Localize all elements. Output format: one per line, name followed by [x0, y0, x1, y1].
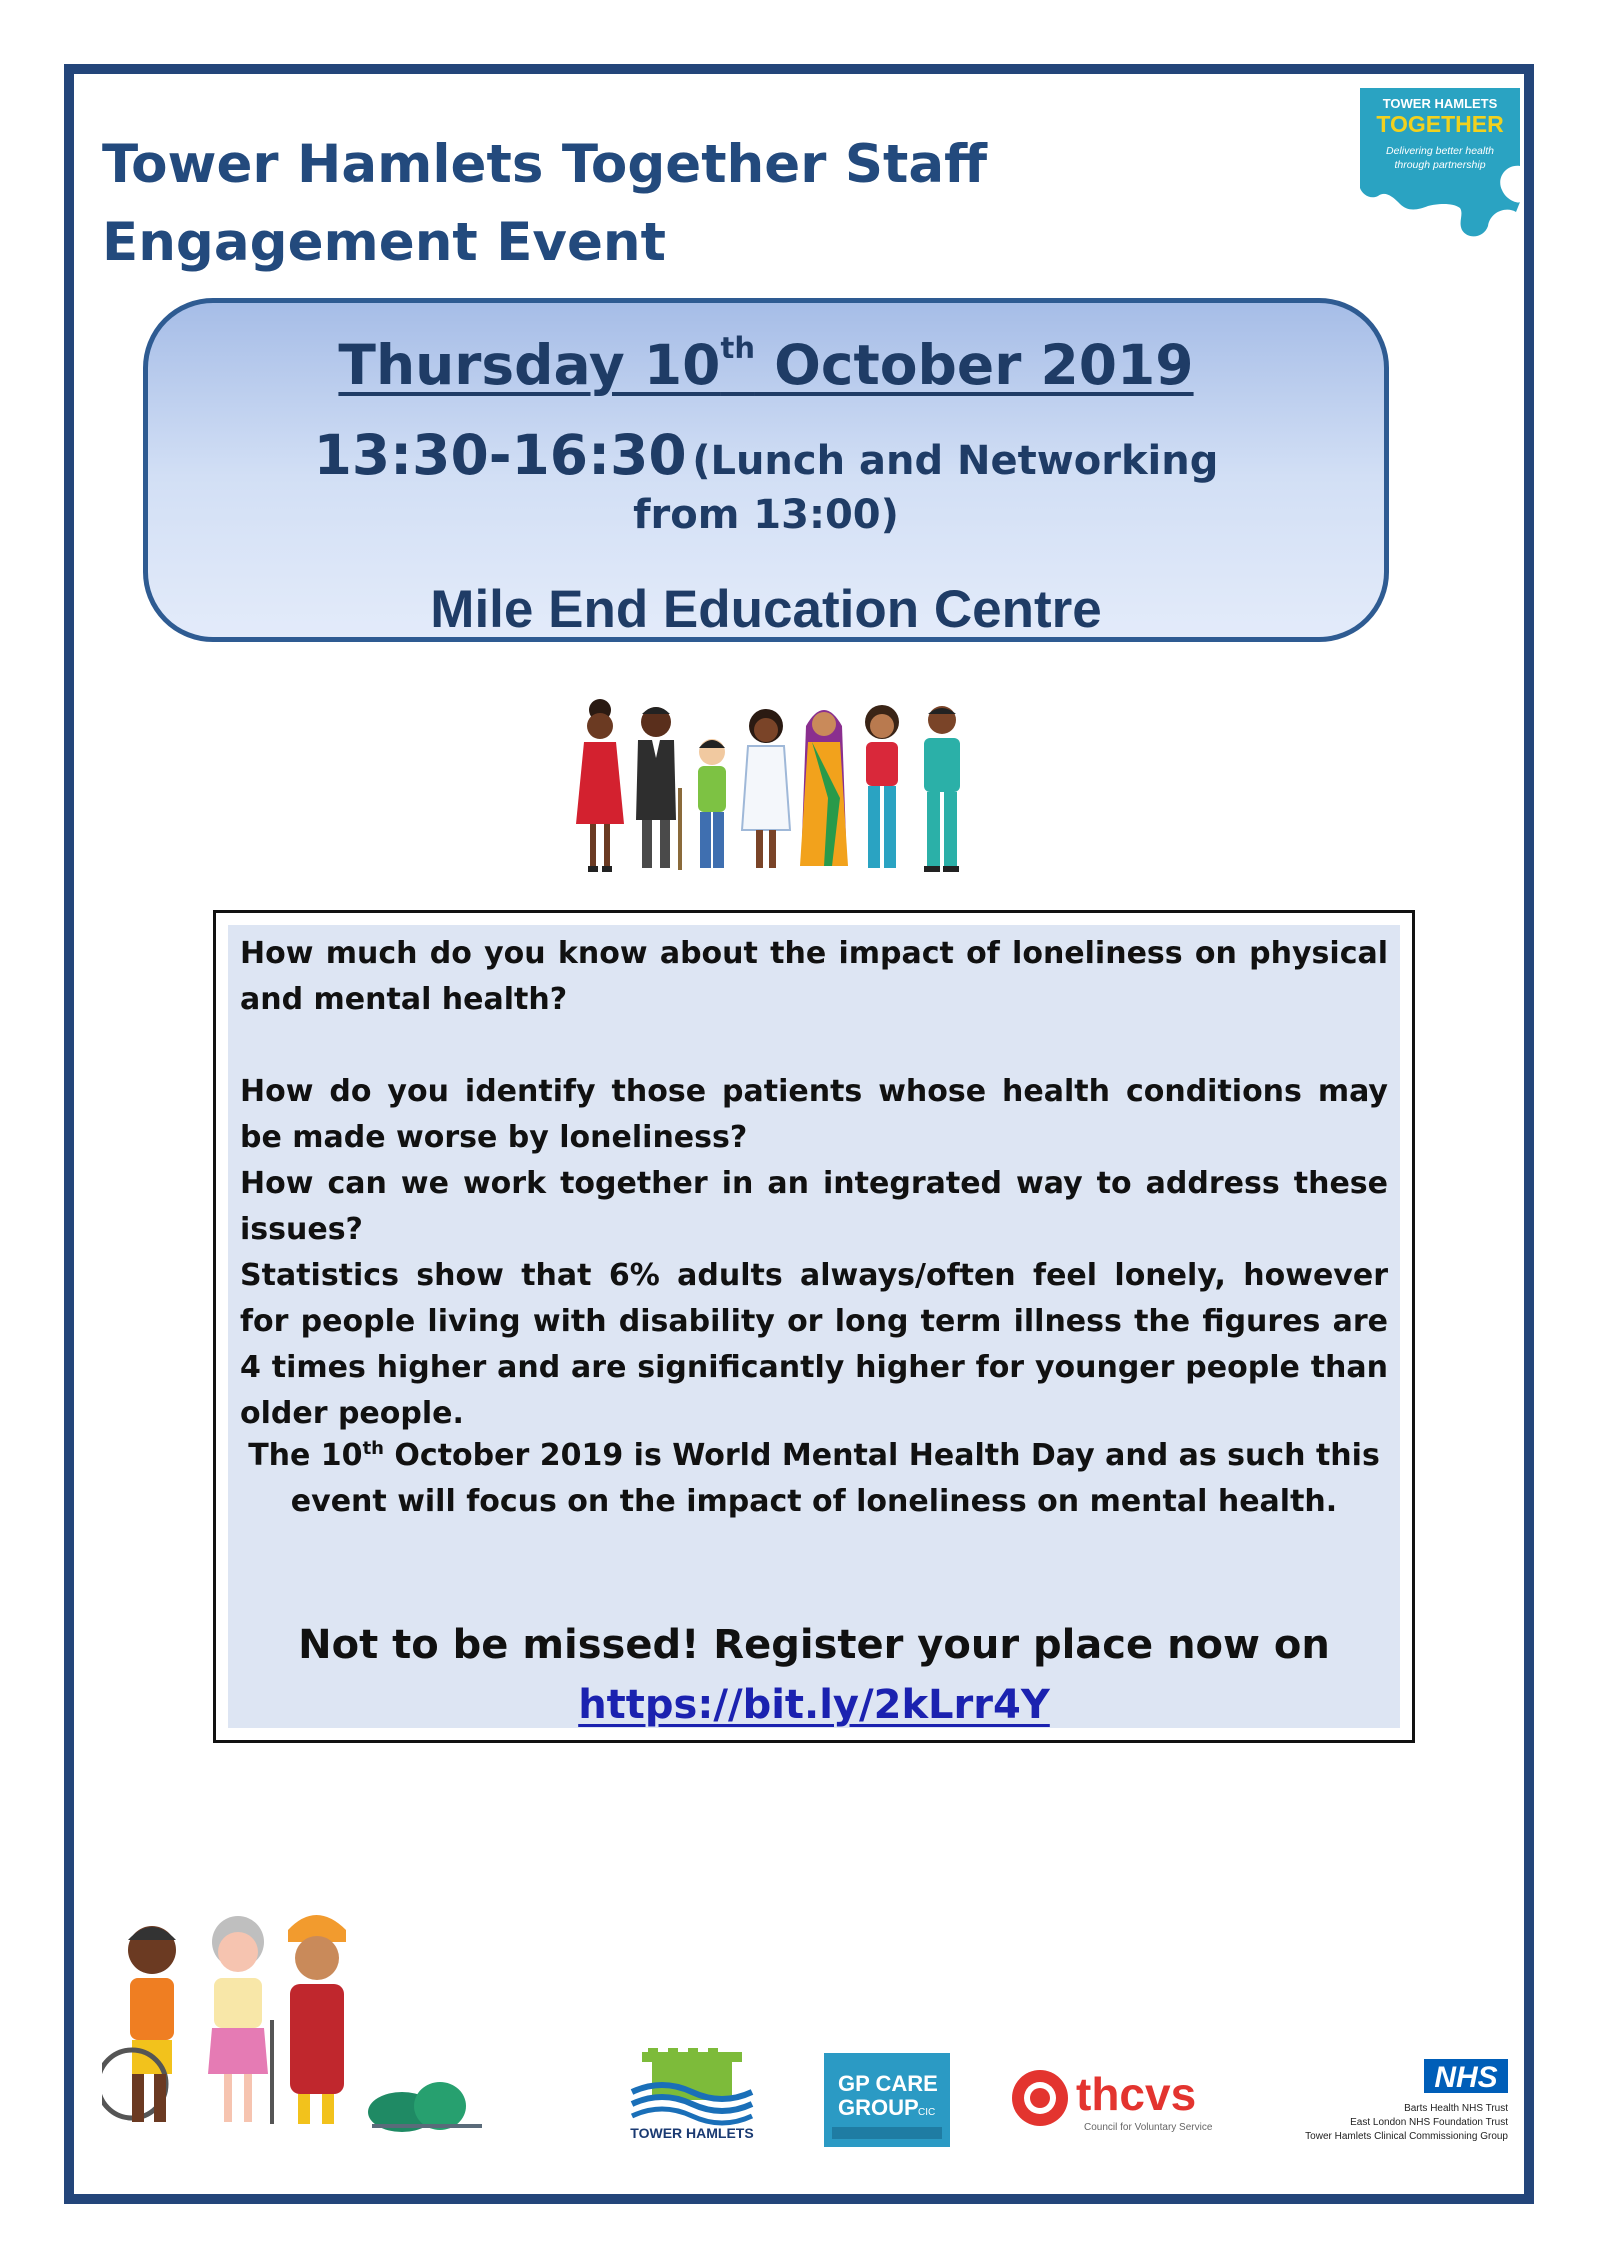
info-question-3: How can we work together in an integrated way to address these issues?: [240, 1166, 1388, 1247]
info-statistics: Statistics show that 6% adults always/often feel lonely, however for people living with disability or long term illness the figures are 4 times higher and are significantly higher for younger people than older people.: [240, 1258, 1388, 1431]
tower-hamlets-together-logo: [1356, 86, 1524, 244]
logo-together-line1: TOWER HAMLETS: [1382, 96, 1498, 111]
page-title: [102, 126, 1002, 282]
logo-together-tagline1: Delivering better health: [1386, 145, 1494, 157]
event-details-box: [143, 298, 1389, 642]
title-line-1: Tower Hamlets Together Staff: [102, 134, 988, 195]
register-call-to-action: [228, 1615, 1400, 1735]
thcvs-logo-text: thcvs: [1076, 2068, 1197, 2120]
event-time: [148, 423, 1384, 487]
logo-together-line2: TOGETHER: [1376, 111, 1504, 137]
gp-care-line1: GP CARE: [838, 2071, 938, 2096]
event-time-note-1: (Lunch and Networking: [692, 438, 1219, 484]
nhs-trust-line3: Tower Hamlets Clinical Commissioning Group: [1305, 2131, 1508, 2142]
person-nurse-icon: [742, 709, 790, 868]
nhs-trust-line1: Barts Health NHS Trust: [1404, 2103, 1508, 2114]
thcvs-logo-subtitle: Council for Voluntary Service: [1084, 2122, 1213, 2133]
event-date-suffix: th: [720, 331, 755, 365]
info-wmhd-post: October 2019 is World Mental Health Day and as such this event will focus on the impact of loneliness on mental health.: [290, 1438, 1380, 1519]
info-world-mental-health-day: [240, 1433, 1388, 1525]
gp-care-sub: CIC: [918, 2107, 936, 2118]
logo-together-tagline2: through partnership: [1394, 159, 1486, 171]
title-line-2: Engagement Event: [102, 212, 666, 273]
register-link[interactable]: https://bit.ly/2kLrr4Y: [578, 1682, 1050, 1728]
info-question-2: How do you identify those patients whose health conditions may be made worse by loneliness?: [240, 1074, 1388, 1155]
info-wmhd-sup: th: [362, 1438, 384, 1459]
event-date-weekday: Thursday 10: [338, 333, 721, 397]
elderly-woman-icon: [208, 1916, 274, 2124]
people-illustration: [566, 698, 1050, 876]
gp-care-group-logo: [824, 2053, 950, 2147]
event-date: [148, 331, 1384, 397]
tower-hamlets-logo: [622, 2048, 762, 2142]
person-woman-jeans-icon: [865, 705, 899, 868]
elderly-man-turban-icon: [288, 1915, 346, 2124]
info-box-inner: [228, 925, 1400, 1728]
register-text: Not to be missed! Register your place now on: [298, 1622, 1330, 1668]
bush-icon: [368, 2082, 482, 2132]
gp-care-line2: GROUP: [838, 2095, 919, 2120]
person-man-suit-icon: [636, 707, 682, 870]
nhs-logo: [1290, 2057, 1512, 2147]
elders-illustration: [102, 1900, 494, 2140]
event-venue: Mile End Education Centre: [430, 580, 1102, 639]
puzzle-piece-icon: [1356, 86, 1524, 244]
info-wmhd-pre: The 10: [248, 1438, 363, 1473]
nhs-trust-line2: East London NHS Foundation Trust: [1350, 2117, 1508, 2128]
person-woman-red-icon: [576, 699, 624, 872]
wheelchair-user-icon: [102, 1926, 176, 2122]
person-child-icon: [698, 739, 726, 868]
person-man-scrubs-icon: [924, 706, 960, 872]
info-question-1: How much do you know about the impact of loneliness on physical and mental health?: [240, 936, 1388, 1017]
person-woman-sari-icon: [800, 710, 848, 866]
event-time-range: 13:30-16:30: [313, 423, 687, 487]
info-box: [213, 910, 1415, 1743]
thcvs-logo: [1008, 2064, 1228, 2138]
event-time-note-2: from 13:00): [633, 492, 899, 538]
event-date-rest: October 2019: [754, 333, 1194, 397]
tower-hamlets-logo-text: TOWER HAMLETS: [630, 2125, 754, 2141]
nhs-logo-text: NHS: [1434, 2061, 1498, 2094]
